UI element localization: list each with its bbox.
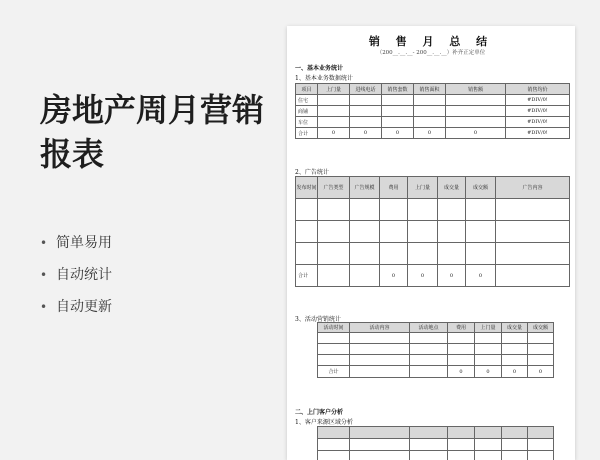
table-cell: 住宅 <box>296 95 318 106</box>
table-cell: #DIV/0! <box>506 117 570 128</box>
feature-list <box>40 232 112 328</box>
column-header: 成交量 <box>438 177 466 199</box>
document-page <box>287 26 575 460</box>
column-header: 成交额 <box>466 177 496 199</box>
table-cell: 0 <box>475 366 502 378</box>
column-header: 上门量 <box>475 323 502 333</box>
feature-item <box>40 264 112 296</box>
column-header: 费用 <box>380 177 408 199</box>
column-header: 销售套数 <box>382 84 414 95</box>
document-subtitle: （200__.__.__- 200__.__.__）补齐正定单位 <box>376 50 486 56</box>
column-header: 广告规模 <box>350 177 380 199</box>
table-row <box>318 439 554 451</box>
table-cell <box>446 106 506 117</box>
table-cell <box>382 106 414 117</box>
column-header: 广告类型 <box>318 177 350 199</box>
table-row <box>318 451 554 460</box>
table-row <box>296 243 570 265</box>
table-row <box>296 265 570 287</box>
subsection-heading: 3、活动营销统计 <box>295 316 341 323</box>
table-cell: 合计 <box>296 128 318 139</box>
table-row <box>296 117 570 128</box>
table-cell: 0 <box>380 265 408 287</box>
column-header: 活动内容 <box>350 323 410 333</box>
table-cell: 0 <box>502 366 528 378</box>
table-row <box>318 333 554 344</box>
column-header: 活动地点 <box>410 323 448 333</box>
section-heading: 二、上门客户分析 <box>295 409 344 416</box>
document-title: 销 售 月 总 结 <box>368 35 494 48</box>
feature-item <box>40 296 112 328</box>
table-row <box>318 355 554 366</box>
subsection-heading: 2、广告统计 <box>295 169 329 176</box>
column-header: 活动时间 <box>318 323 350 333</box>
table-cell <box>350 366 410 378</box>
table-cell: 0 <box>414 128 446 139</box>
table-cell <box>414 95 446 106</box>
table-cell: 车位 <box>296 117 318 128</box>
table-row <box>318 427 554 439</box>
feature-item <box>40 232 112 264</box>
section-heading: 一、基本业务统计 <box>295 65 344 72</box>
column-header: 上门量 <box>408 177 438 199</box>
table-cell <box>410 366 448 378</box>
column-header: 成交额 <box>528 323 554 333</box>
column-header: 上门量 <box>318 84 350 95</box>
customer-source-table <box>317 426 554 460</box>
feature-label: 简单易用 <box>56 235 112 251</box>
table-cell <box>496 265 570 287</box>
subsection-heading: 1、客户来源区域分析 <box>295 419 353 426</box>
table-cell <box>382 117 414 128</box>
table-cell <box>318 95 350 106</box>
column-header: 销售面积 <box>414 84 446 95</box>
table-cell: 0 <box>466 265 496 287</box>
table-row <box>296 221 570 243</box>
table-cell <box>318 117 350 128</box>
table-cell <box>318 265 350 287</box>
table-cell: 合计 <box>318 366 350 378</box>
table-cell: 0 <box>350 128 382 139</box>
table-cell: 0 <box>448 366 475 378</box>
table-cell <box>446 95 506 106</box>
table-cell <box>350 117 382 128</box>
table-cell <box>446 117 506 128</box>
table-cell: 0 <box>438 265 466 287</box>
feature-label: 自动统计 <box>56 267 112 283</box>
table-row <box>296 95 570 106</box>
table-row <box>296 106 570 117</box>
table-cell: #DIV/0! <box>506 128 570 139</box>
column-header: 广告内容 <box>496 177 570 199</box>
table-row <box>296 199 570 221</box>
bullet-icon: • <box>40 300 48 314</box>
promo-title: 房地产周月营销报表 <box>40 91 265 173</box>
table-cell: #DIV/0! <box>506 95 570 106</box>
table-cell <box>414 117 446 128</box>
column-header: 销售均价 <box>506 84 570 95</box>
table-row <box>318 344 554 355</box>
table-cell <box>350 265 380 287</box>
table-cell: 0 <box>382 128 414 139</box>
table-cell <box>318 106 350 117</box>
table-cell <box>414 106 446 117</box>
subsection-heading: 1、基本业务数据统计 <box>295 75 353 82</box>
column-header: 销售额 <box>446 84 506 95</box>
table-cell: 合计 <box>296 265 318 287</box>
table-cell: 0 <box>446 128 506 139</box>
table-cell <box>350 95 382 106</box>
bullet-icon: • <box>40 236 48 250</box>
activity-stats-table <box>317 322 554 378</box>
table-row <box>318 366 554 378</box>
column-header: 发布时间 <box>296 177 318 199</box>
table-cell <box>382 95 414 106</box>
business-stats-table <box>295 83 570 139</box>
column-header: 费用 <box>448 323 475 333</box>
table-cell: #DIV/0! <box>506 106 570 117</box>
column-header: 项目 <box>296 84 318 95</box>
table-row <box>296 128 570 139</box>
table-cell: 0 <box>318 128 350 139</box>
table-cell: 0 <box>408 265 438 287</box>
table-cell: 商铺 <box>296 106 318 117</box>
column-header: 成交量 <box>502 323 528 333</box>
bullet-icon: • <box>40 268 48 282</box>
ad-stats-table <box>295 176 570 287</box>
table-cell: 0 <box>528 366 554 378</box>
table-cell <box>350 106 382 117</box>
column-header: 进线电话 <box>350 84 382 95</box>
feature-label: 自动更新 <box>56 299 112 315</box>
